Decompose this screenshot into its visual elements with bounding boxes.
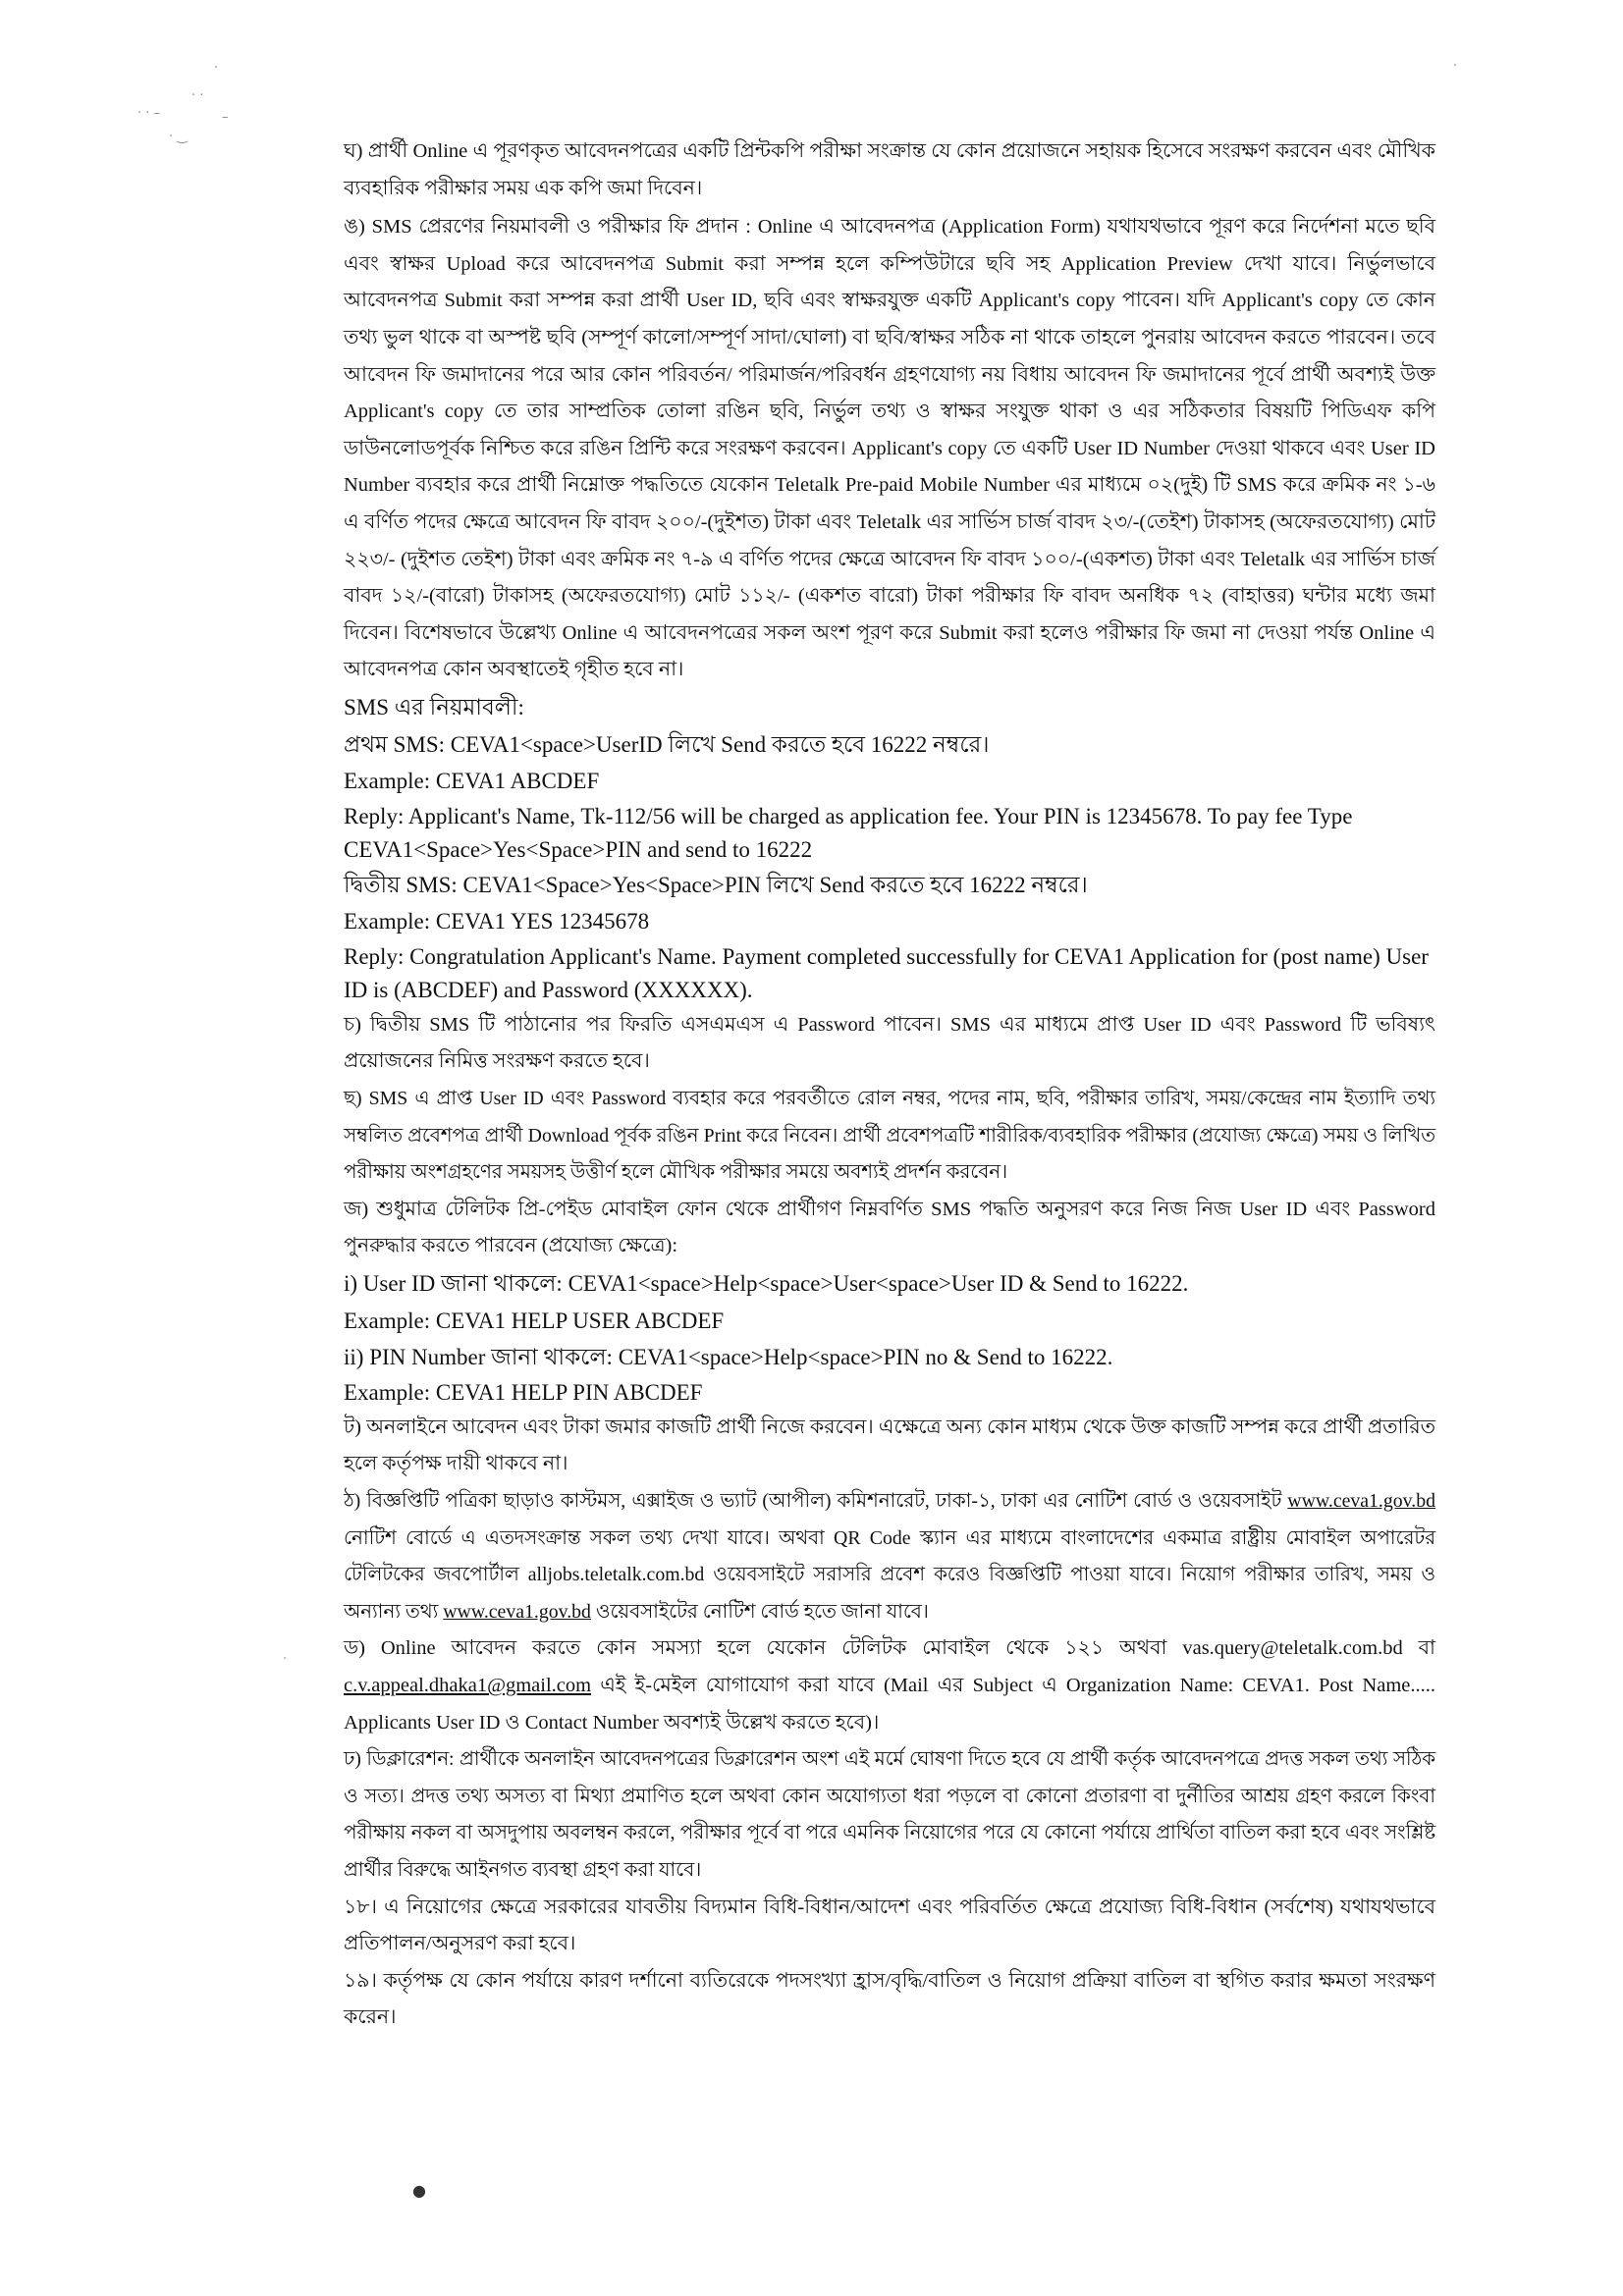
reply-1: Reply: Applicant's Name, Tk-112/56 will be charged as application fee. Your PIN is 12345678. To pay fee Type CEVA1<Space>Yes<Space>PIN and send to 16222 — [344, 803, 1353, 862]
scan-speck: · — [214, 61, 219, 76]
recovery-user-id: i) User ID জানা থাকলে: CEVA1<space>Help<space>User<space>User ID & Send to 16222. — [344, 1271, 1189, 1297]
clause-tha — [344, 1483, 1435, 1630]
clause-19: ১৯। কর্তৃপক্ষ যে কোন পর্যায়ে কারণ দর্শানো ব্যতিরেকে পদসংখ্যা হ্রাস/বৃদ্ধি/বাতিল ও নিয়োগ প্রক্রিয়া বাতিল বা স্থগিত করার ক্ষমতা সংরক্ষণ করেন। — [344, 1969, 1435, 2029]
clause-tha-text-b: নোটিশ বোর্ডে এ এতদসংক্রান্ত সকল তথ্য দেখা যাবে। অথবা QR Code স্ক্যান এর মাধ্যমে বাংলাদেশের একমাত্র রাষ্ট্রীয় মোবাইল অপারেটর টেলিটকের জবপোর্টাল alljobs.teletalk.com.bd ওয়েবসাইটে সরাসরি প্রবেশ করেও বিজ্ঞপ্তিটি পাওয়া যাবে। নিয়োগ পরীক্ষার তারিখ, সময় ও অন্যান্য তথ্য — [344, 1526, 1435, 1623]
clause-ja: জ) শুধুমাত্র টেলিটক প্রি-পেইড মোবাইল ফোন থেকে প্রার্থীগণ নিম্নবর্ণিত SMS পদ্ধতি অনুসরণ করে নিজ নিজ User ID এবং Password পুনরুদ্ধার করতে পারবেন (প্রযোজ্য ক্ষেত্রে): — [344, 1198, 1435, 1257]
website-link[interactable]: www.ceva1.gov.bd — [1287, 1490, 1435, 1512]
scan-speck: · · — [191, 88, 204, 103]
sms-rules-heading: SMS এর নিয়মাবলী: — [344, 694, 524, 720]
example-4: Example: CEVA1 HELP PIN ABCDEF — [344, 1379, 703, 1405]
clause-cha: চ) দ্বিতীয় SMS টি পাঠানোর পর ফিরতি এসএমএস এ Password পাবেন। SMS এর মাধ্যমে প্রাপ্ত User ID এবং Password টি ভবিষ্যৎ প্রয়োজনের নিমিত্ত সংরক্ষণ করতে হবে। — [344, 1013, 1435, 1073]
second-sms: দ্বিতীয় SMS: CEVA1<Space>Yes<Space>PIN লিখে Send করতে হবে 16222 নম্বরে। — [344, 872, 1088, 897]
first-sms: প্রথম SMS: CEVA1<space>UserID লিখে Send করতে হবে 16222 নম্বরে। — [344, 731, 990, 757]
clause-dha: ঢ) ডিক্লারেশন: প্রার্থীকে অনলাইন আবেদনপত্রের ডিক্লারেশন অংশ এই মর্মে ঘোষণা দিতে হবে যে প্রার্থী কর্তৃক আবেদনপত্রে প্রদত্ত সকল তথ্য সঠিক ও সত্য। প্রদত্ত তথ্য অসত্য বা মিথ্যা প্রমাণিত হলে অথবা কোন অযোগ্যতা ধরা পড়লে বা কোনো প্রতারণা বা দুর্নীতির আশ্রয় গ্রহণ করলে কিংবা পরীক্ষায় নকল বা অসদুপায় অবলম্বন করলে, পরীক্ষার পূর্বে বা পরে এমনিক নিয়োগের পরে যে কোনো পর্যায়ে প্রার্থিতা বাতিল করা হবে এবং সংশ্লিষ্ট প্রার্থীর বিরুদ্ধে আইনগত ব্যবস্থা গ্রহণ করা যাবে। — [344, 1748, 1435, 1881]
reply-2: Reply: Congratulation Applicant's Name. Payment completed successfully for CEVA1 Application for (post name) User ID is (ABCDEF) and Password (XXXXXX). — [344, 943, 1429, 1002]
example-2: Example: CEVA1 YES 12345678 — [344, 909, 650, 934]
clause-da — [344, 1630, 1435, 1741]
scan-speck: ● — [412, 2181, 426, 2200]
email-link[interactable]: c.v.appeal.dhaka1@gmail.com — [344, 1674, 592, 1696]
clause-uma: ঙ) SMS প্রেরণের নিয়মাবলী ও পরীক্ষার ফি প্রদান : Online এ আবেদনপত্র (Application Form) যথাযথভাবে পূরণ করে নির্দেশনা মতে ছবি এবং স্বাক্ষর Upload করে আবেদনপত্র Submit করা সম্পন্ন হলে কম্পিউটারে ছবি সহ Application Preview দেখা যাবে। নির্ভুলভাবে আবেদনপত্র Submit করা সম্পন্ন করা প্রার্থী User ID, ছবি এবং স্বাক্ষরযুক্ত একটি Applicant's copy পাবেন। যদি Applicant's copy তে কোন তথ্য ভুল থাকে বা অস্পষ্ট ছবি (সম্পূর্ণ কালো/সম্পূর্ণ সাদা/ঘোলা) বা ছবি/স্বাক্ষর সঠিক না থাকে তাহলে পুনরায় আবেদন করতে পারবেন। তবে আবেদন ফি জমাদানের পরে আর কোন পরিবর্তন/ পরিমার্জন/পরিবর্ধন গ্রহণযোগ্য নয় বিধায় আবেদন ফি জমাদানের পূর্বে প্রার্থী অবশ্যই উক্ত Applicant's copy তে তার সাম্প্রতিক তোলা রঙিন ছবি, নির্ভুল তথ্য ও স্বাক্ষর সংযুক্ত থাকা ও এর সঠিকতার বিষয়টি পিডিএফ কপি ডাউনলোডপূর্বক নিশ্চিত করে রঙিন প্রিন্টি করে সংরক্ষণ করবেন। Applicant's copy তে একটি User ID Number দেওয়া থাকবে এবং User ID Number ব্যবহার করে প্রার্থী নিম্নোক্ত পদ্ধতিতে যেকোন Teletalk Pre-paid Mobile Number এর মাধ্যমে ০২(দুই) টি SMS করে ক্রমিক নং ১-৬ এ বর্ণিত পদের ক্ষেত্রে আবেদন ফি বাবদ ২০০/-(দুইশত) টাকা এবং Teletalk এর সার্ভিস চার্জ বাবদ ২৩/-(তেইশ) টাকাসহ (অফেরতযোগ্য) মোট ২২৩/- (দুইশত তেইশ) টাকা এবং ক্রমিক নং ৭-৯ এ বর্ণিত পদের ক্ষেত্রে আবেদন ফি বাবদ ১০০/-(একশত) টাকা এবং Teletalk এর সার্ভিস চার্জ বাবদ ১২/-(বারো) টাকাসহ (অফেরতযোগ্য) মোট ১১২/- (একশত বারো) টাকা পরীক্ষার ফি বাবদ অনধিক ৭২ (বাহাত্তর) ঘন্টার মধ্যে জমা দিবেন। বিশেষভাবে উল্লেখ্য Online এ আবেদনপত্রের সকল অংশ পূরণ করে Submit করা হলেও পরীক্ষার ফি জমা না দেওয়া পর্যন্ত Online এ আবেদনপত্র কোন অবস্থাতেই গৃহীত হবে না। — [344, 216, 1435, 681]
document-body — [344, 133, 1435, 2037]
clause-chha: ছ) SMS এ প্রাপ্ত User ID এবং Password ব্যবহার করে পরবর্তীতে রোল নম্বর, পদের নাম, ছবি, পরীক্ষার তারিখ, সময়/কেন্দ্রের নাম ইত্যাদি তথ্য সম্বলিত প্রবেশপত্র প্রার্থী Download পূর্বক রঙিন Print করে নিবেন। প্রার্থী প্রবেশপত্রটি শারীরিক/ব্যবহারিক পরীক্ষার (প্রযোজ্য ক্ষেত্রে) সময় ও লিখিত পরীক্ষায় অংশগ্রহণের সময়সহ উত্তীর্ণ হলে মৌখিক পরীক্ষার সময়ে অবশ্যই প্রদর্শন করবেন। — [344, 1088, 1435, 1184]
website-link[interactable]: www.ceva1.gov.bd — [443, 1600, 591, 1623]
clause-da-text-b: এই ই-মেইল যোগাযোগ করা যাবে (Mail এর Subject এ Organization Name: CEVA1. Post Name..... Applicants User ID ও Contact Number অবশ্যই উল্লেখ করতে হবে)। — [344, 1674, 1436, 1734]
example-1: Example: CEVA1 ABCDEF — [344, 769, 600, 794]
scan-speck: · ‿ — [169, 130, 188, 144]
scan-speck: – — [222, 110, 229, 125]
scan-speck: · · – — [137, 106, 161, 121]
scan-speck: ˯ — [283, 1646, 288, 1661]
clause-da-text-a: ড) Online আবেদন করতে কোন সমস্যা হলে যেকোন টেলিটক মোবাইল থেকে ১২১ অথবা vas.query@teletalk.com.bd বা — [344, 1637, 1435, 1660]
example-3: Example: CEVA1 HELP USER ABCDEF — [344, 1308, 725, 1333]
clause-gha: ঘ) প্রার্থী Online এ পূরণকৃত আবেদনপত্রের একটি প্রিন্টকপি পরীক্ষা সংক্রান্ত যে কোন প্রয়োজনে সহায়ক হিসেবে সংরক্ষণ করবেন এবং মৌখিক ব্যবহারিক পরীক্ষার সময় এক কপি জমা দিবেন। — [344, 140, 1435, 199]
recovery-pin: ii) PIN Number জানা থাকলে: CEVA1<space>Help<space>PIN no & Send to 16222. — [344, 1345, 1113, 1370]
clause-tha-text-a: ঠ) বিজ্ঞপ্তিটি পত্রিকা ছাড়াও কাস্টমস, এক্সাইজ ও ভ্যাট (আপীল) কমিশনারেট, ঢাকা-১, ঢাকা এর নোটিশ বোর্ড ও ওয়েবসাইট — [344, 1490, 1282, 1512]
clause-ta: ট) অনলাইনে আবেদন এবং টাকা জমার কাজটি প্রার্থী নিজে করবেন। এক্ষেত্রে অন্য কোন মাধ্যম থেকে উক্ত কাজটি সম্পন্ন করে প্রার্থী প্রতারিত হলে কর্তৃপক্ষ দায়ী থাকবে না। — [344, 1415, 1435, 1475]
scan-speck: · — [1453, 59, 1458, 74]
clause-tha-text-c: ওয়েবসাইটের নোটিশ বোর্ড হতে জানা যাবে। — [595, 1600, 929, 1623]
clause-18: ১৮। এ নিয়োগের ক্ষেত্রে সরকারের যাবতীয় বিদ্যমান বিধি-বিধান/আদেশ এবং পরিবর্তিত ক্ষেত্রে প্রযোজ্য বিধি-বিধান (সর্বশেষ) যথাযথভাবে প্রতিপালন/অনুসরণ করা হবে। — [344, 1896, 1435, 1955]
